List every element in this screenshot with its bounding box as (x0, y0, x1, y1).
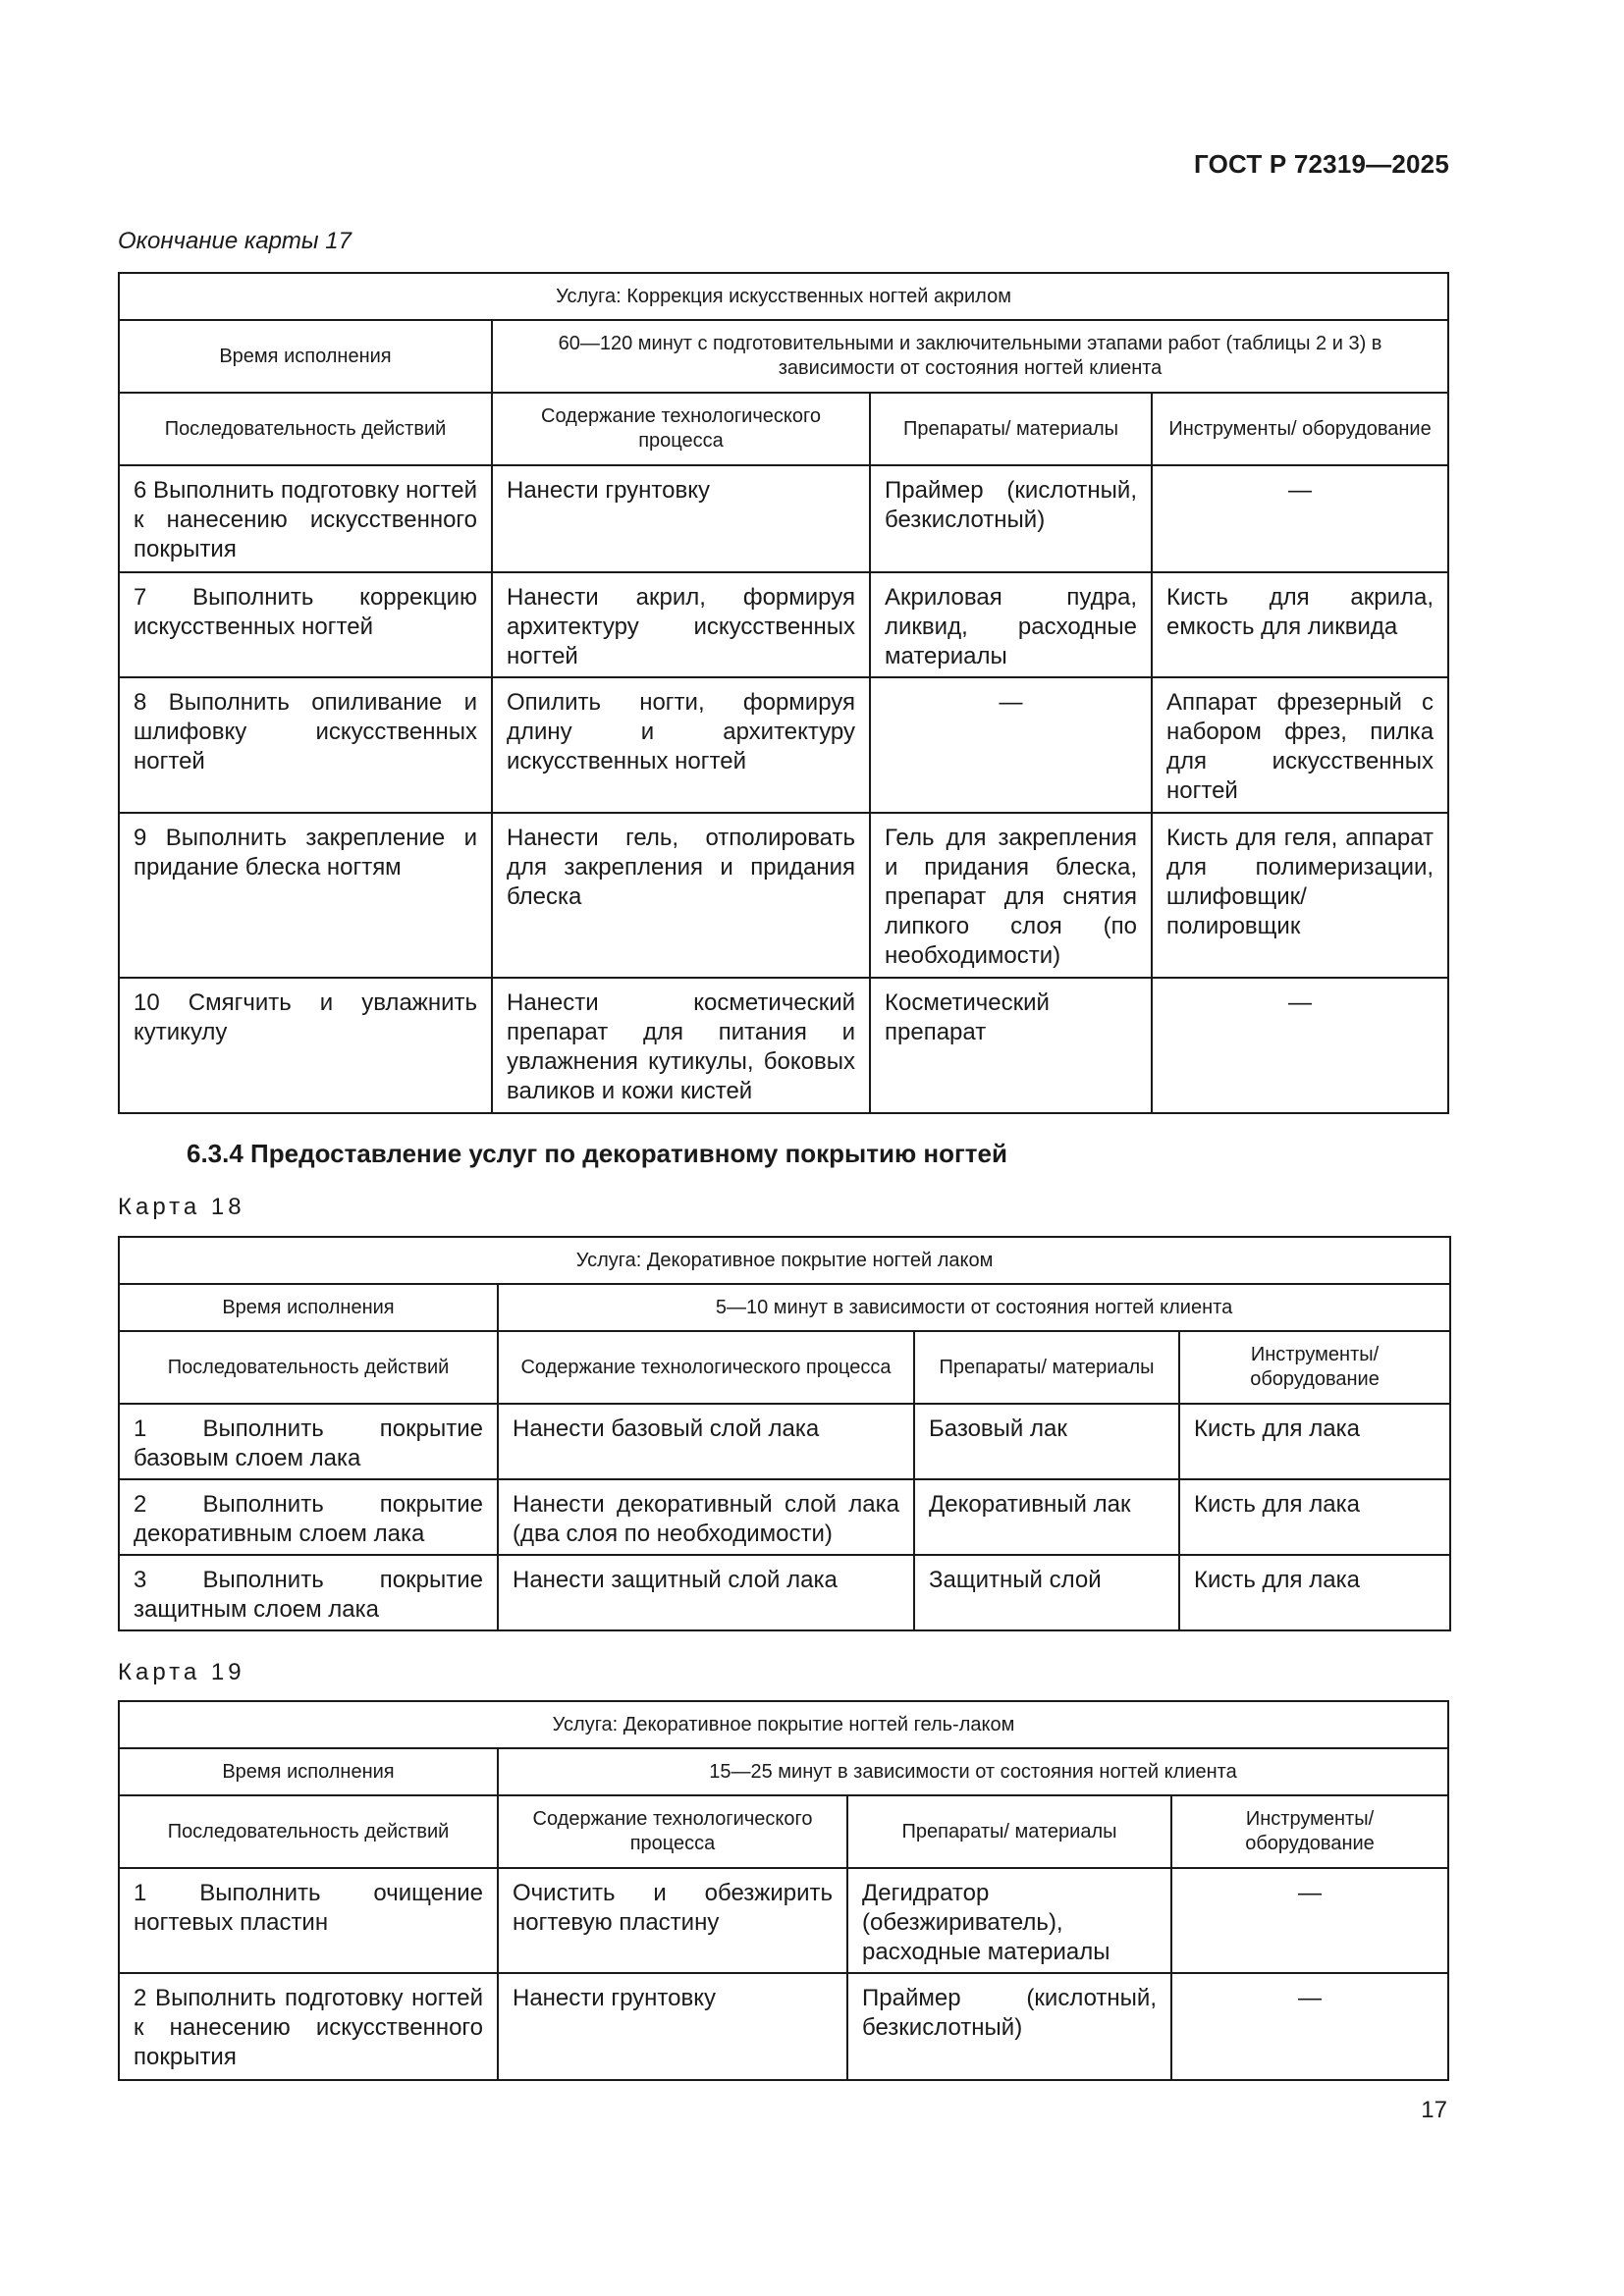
card18-caption: Карта 18 (118, 1194, 245, 1220)
step-cell: 9 Выполнить закрепление и придание блеска ногтям (119, 813, 492, 978)
tools-cell: — (1152, 978, 1448, 1113)
card18-table (118, 1236, 1451, 1631)
step-cell: 2 Выполнить подготовку ногтей к нанесению искусственного покрытия (119, 1973, 498, 2080)
service-cell: Услуга: Коррекция искусственных ногтей акрилом (119, 273, 1448, 320)
process-cell: Опилить ногти, формируя длину и архитектуру искусственных ногтей (492, 677, 870, 813)
time-label-cell: Время исполнения (119, 320, 492, 393)
step-cell: 10 Смягчить и увлажнить кутикулу (119, 978, 492, 1113)
time-value-cell: 60—120 минут с подготовительными и заключительными этапами работ (таблицы 2 и 3) в зависимости от состояния ногтей клиента (492, 320, 1448, 393)
process-cell: Нанести гель, отполировать для закрепления и придания блеска (492, 813, 870, 978)
column-header: Последовательность действий (119, 1795, 498, 1868)
tools-cell: Кисть для геля, аппарат для полимеризации, шлифовщик/полировщик (1152, 813, 1448, 978)
process-cell: Нанести косметический препарат для питания и увлажнения кутикулы, боковых валиков и кожи кистей (492, 978, 870, 1113)
tools-cell: Кисть для акрила, емкость для ликвида (1152, 572, 1448, 677)
step-cell: 7 Выполнить коррекцию искусственных ногтей (119, 572, 492, 677)
column-header: Содержание технологического процесса (492, 393, 870, 465)
materials-cell: Праймер (кислотный, безкислотный) (870, 465, 1152, 572)
step-cell: 2 Выполнить покрытие декоративным слоем лака (119, 1479, 498, 1555)
tools-cell: Кисть для лака (1179, 1404, 1450, 1479)
card17-caption: Окончание карты 17 (118, 228, 352, 254)
column-header: Инструменты/ оборудование (1152, 393, 1448, 465)
time-label-cell: Время исполнения (119, 1284, 498, 1331)
materials-cell: Косметический препарат (870, 978, 1152, 1113)
materials-cell: — (870, 677, 1152, 813)
time-value-cell: 15—25 минут в зависимости от состояния ногтей клиента (498, 1748, 1448, 1795)
column-header: Препараты/ материалы (870, 393, 1152, 465)
tools-cell: Аппарат фрезерный с набором фрез, пилка для искусственных ногтей (1152, 677, 1448, 813)
materials-cell: Декоративный лак (914, 1479, 1179, 1555)
column-header: Инструменты/ оборудование (1179, 1331, 1450, 1404)
step-cell: 6 Выполнить подготовку ногтей к нанесению искусственного покрытия (119, 465, 492, 572)
process-cell: Нанести защитный слой лака (498, 1555, 914, 1630)
tools-cell: — (1171, 1868, 1448, 1973)
page-number: 17 (1421, 2097, 1447, 2123)
tools-cell: — (1152, 465, 1448, 572)
process-cell: Нанести декоративный слой лака (два слоя по необходимости) (498, 1479, 914, 1555)
service-cell: Услуга: Декоративное покрытие ногтей гель-лаком (119, 1701, 1448, 1748)
column-header: Содержание технологического процесса (498, 1795, 847, 1868)
time-label-cell: Время исполнения (119, 1748, 498, 1795)
column-header: Содержание технологического процесса (498, 1331, 914, 1404)
card17-table (118, 272, 1449, 1114)
column-header: Последовательность действий (119, 393, 492, 465)
process-cell: Очистить и обезжирить ногтевую пластину (498, 1868, 847, 1973)
materials-cell: Защитный слой (914, 1555, 1179, 1630)
step-cell: 1 Выполнить очищение ногтевых пластин (119, 1868, 498, 1973)
column-header: Последовательность действий (119, 1331, 498, 1404)
materials-cell: Праймер (кислотный, безкислотный) (847, 1973, 1171, 2080)
materials-cell: Акриловая пудра, ликвид, расходные материалы (870, 572, 1152, 677)
process-cell: Нанести базовый слой лака (498, 1404, 914, 1479)
column-header: Препараты/ материалы (914, 1331, 1179, 1404)
column-header: Инструменты/ оборудование (1171, 1795, 1448, 1868)
tools-cell: — (1171, 1973, 1448, 2080)
tools-cell: Кисть для лака (1179, 1555, 1450, 1630)
standard-designation: ГОСТ Р 72319—2025 (1194, 149, 1449, 179)
step-cell: 3 Выполнить покрытие защитным слоем лака (119, 1555, 498, 1630)
materials-cell: Базовый лак (914, 1404, 1179, 1479)
process-cell: Нанести грунтовку (498, 1973, 847, 2080)
tools-cell: Кисть для лака (1179, 1479, 1450, 1555)
column-header: Препараты/ материалы (847, 1795, 1171, 1868)
card19-caption: Карта 19 (118, 1659, 245, 1685)
time-value-cell: 5—10 минут в зависимости от состояния ногтей клиента (498, 1284, 1450, 1331)
step-cell: 1 Выполнить покрытие базовым слоем лака (119, 1404, 498, 1479)
materials-cell: Гель для закрепления и придания блеска, препарат для снятия липкого слоя (по необходимости) (870, 813, 1152, 978)
process-cell: Нанести грунтовку (492, 465, 870, 572)
section-heading: 6.3.4 Предоставление услуг по декоративному покрытию ногтей (187, 1139, 1007, 1168)
materials-cell: Дегидратор (обезжириватель), расходные материалы (847, 1868, 1171, 1973)
card19-table (118, 1700, 1449, 2081)
process-cell: Нанести акрил, формируя архитектуру искусственных ногтей (492, 572, 870, 677)
service-cell: Услуга: Декоративное покрытие ногтей лаком (119, 1237, 1450, 1284)
step-cell: 8 Выполнить опиливание и шлифовку искусственных ногтей (119, 677, 492, 813)
